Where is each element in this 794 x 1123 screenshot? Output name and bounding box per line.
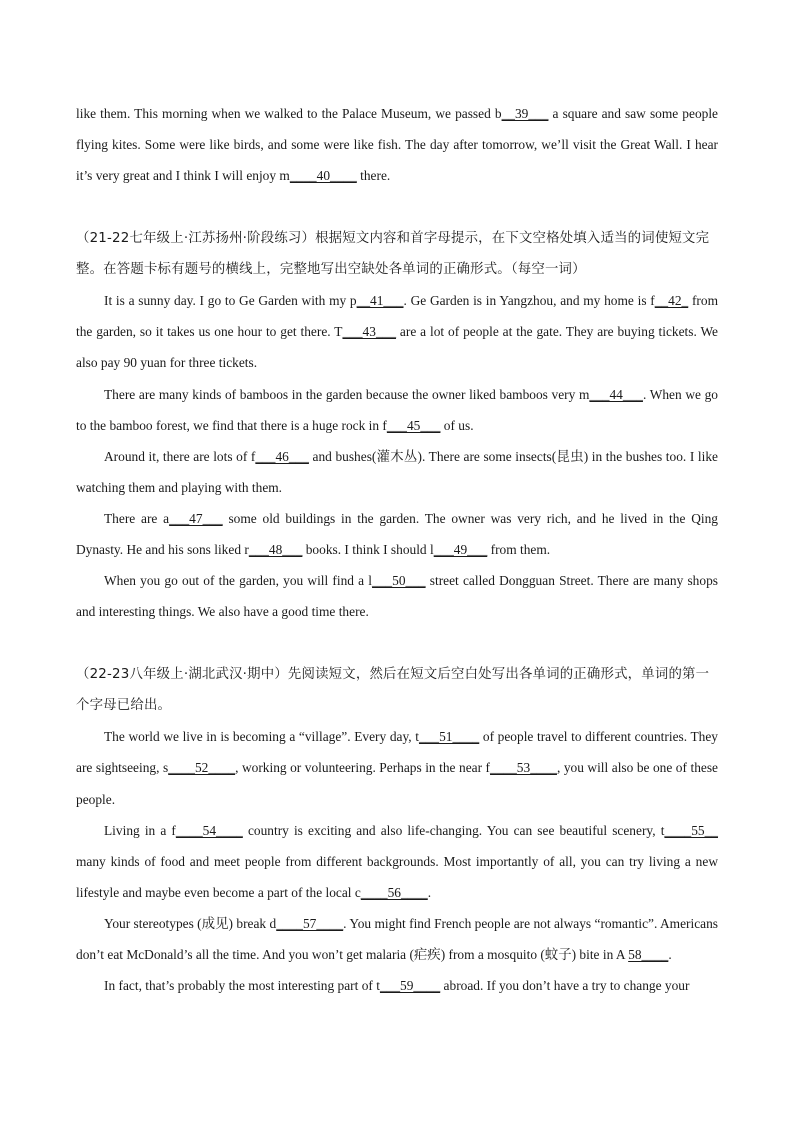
paragraph-s1-1 xyxy=(76,98,718,191)
text-run: , working or volunteering. Perhaps in the near f xyxy=(235,760,491,776)
answer-blank: ___46___ xyxy=(255,448,309,464)
answer-blank: ____53____ xyxy=(490,760,557,776)
text-run: many kinds of food and meet people from different backgrounds. Most importantly of all, you can try living a new lifestyle and maybe even become a part of the local c xyxy=(76,853,718,900)
answer-blank: 58____ xyxy=(628,946,669,962)
answer-blank: __42_ xyxy=(654,293,689,309)
text-run: Living in a f xyxy=(104,822,176,838)
text-run: street called Dongguan Street. There are many shops and interesting things. We also have a good time there. xyxy=(76,573,718,620)
text-run: . You might find French people are not always “romantic”. Americans don’t eat McDonald’s all the time. And you won’t get malaria (疟疾) from a mosquito (蚊子) bite in A xyxy=(76,915,718,962)
text-run: country is exciting and also life-changing. You can see beautiful scenery, t xyxy=(242,822,665,838)
paragraph-s3-2 xyxy=(76,815,718,908)
text-run: like them. This morning when we walked to the Palace Museum, we passed b xyxy=(76,106,502,121)
text-run: When you go out of the garden, you will find a l xyxy=(104,573,373,589)
text-run: from the garden, so it takes us one hour to get there. T xyxy=(76,293,718,340)
text-run: Your stereotypes (成见) break d xyxy=(104,915,277,931)
text-run: abroad. If you don’t have a try to change your xyxy=(440,978,690,994)
section2-instructions: （21-22七年级上·江苏扬州·阶段练习）根据短文内容和首字母提示，在下文空格处填入适当的词使短文完整。在答题卡标有题号的横线上，完整地写出空缺处各单词的正确形式。（每空一词） xyxy=(76,231,710,278)
text-run: books. I think I should l xyxy=(302,542,434,558)
text-run: . When we go to the bamboo forest, we find that there is a huge rock in f xyxy=(76,386,718,433)
text-run: a square and saw some people flying kites. Some were like birds, and some were like fish. The day after tomorrow, we’ll visit the Great Wall. I hear it’s very great and I think I will enjoy m xyxy=(76,106,718,184)
section3-instructions: （22-23八年级上·湖北武汉·期中）先阅读短文，然后在短文后空白处写出各单词的正确形式，单词的第一个字母已给出。 xyxy=(76,667,710,714)
text-run: In fact, that’s probably the most interesting part of t xyxy=(104,978,380,994)
answer-blank: ___49___ xyxy=(433,542,488,558)
answer-blank: __39___ xyxy=(501,106,549,121)
text-run: There are many kinds of bamboos in the garden because the owner liked bamboos very m xyxy=(104,386,590,402)
text-run: . xyxy=(427,884,432,900)
paragraph-s3-1 xyxy=(76,721,718,814)
paragraph-s2-4 xyxy=(76,503,718,565)
text-run: . Ge Garden is in Yangzhou, and my home is f xyxy=(403,293,655,309)
text-run: there. xyxy=(356,168,391,184)
paragraph-s2-3 xyxy=(76,441,718,503)
paragraph-s2-1 xyxy=(76,285,718,378)
text-run: . xyxy=(668,946,672,962)
answer-blank: __41___ xyxy=(356,293,404,309)
paragraph-s3-4 xyxy=(76,970,718,1001)
text-run: and bushes(灌木丛). There are some insects(昆虫) in the bushes too. I like watching them and playing with them. xyxy=(76,448,719,495)
paragraph-s3-3 xyxy=(76,908,718,970)
answer-blank: ___51____ xyxy=(418,729,480,745)
text-run: from them. xyxy=(487,542,551,558)
paragraph-s2-5 xyxy=(76,565,718,627)
answer-blank: ____57____ xyxy=(276,915,344,931)
answer-blank: ____52____ xyxy=(168,760,236,776)
text-run: are a lot of people at the gate. They are buying tickets. We also pay 90 yuan for three tickets. xyxy=(76,324,718,371)
answer-blank: ____54____ xyxy=(175,822,243,838)
text-run: There are a xyxy=(104,510,170,526)
answer-blank: ____40____ xyxy=(289,168,357,184)
paragraph-s2-2 xyxy=(76,379,718,441)
answer-blank: ___47___ xyxy=(169,510,223,526)
answer-blank: ___45___ xyxy=(386,417,441,433)
text-run: some old buildings in the garden. The owner was very rich, and he lived in the Qing Dynasty. He and his sons liked r xyxy=(76,510,718,558)
answer-blank: ___48___ xyxy=(248,542,303,558)
answer-blank: ____56____ xyxy=(360,884,428,900)
text-run: It is a sunny day. I go to Ge Garden with my p xyxy=(104,293,357,309)
text-run: , you will also be one of these people. xyxy=(76,760,718,807)
answer-blank: ___50___ xyxy=(372,573,426,589)
answer-blank: ___43___ xyxy=(342,324,397,340)
text-run: The world we live in is becoming a “village”. Every day, t xyxy=(104,729,419,745)
answer-blank: ___59____ xyxy=(379,978,441,994)
text-run: of us. xyxy=(440,417,474,433)
answer-blank: ____55__ xyxy=(664,822,718,838)
answer-blank: ___44___ xyxy=(589,386,643,402)
text-run: Around it, there are lots of f xyxy=(104,448,256,464)
text-run: of people travel to different countries. They are sightseeing, s xyxy=(76,729,718,776)
